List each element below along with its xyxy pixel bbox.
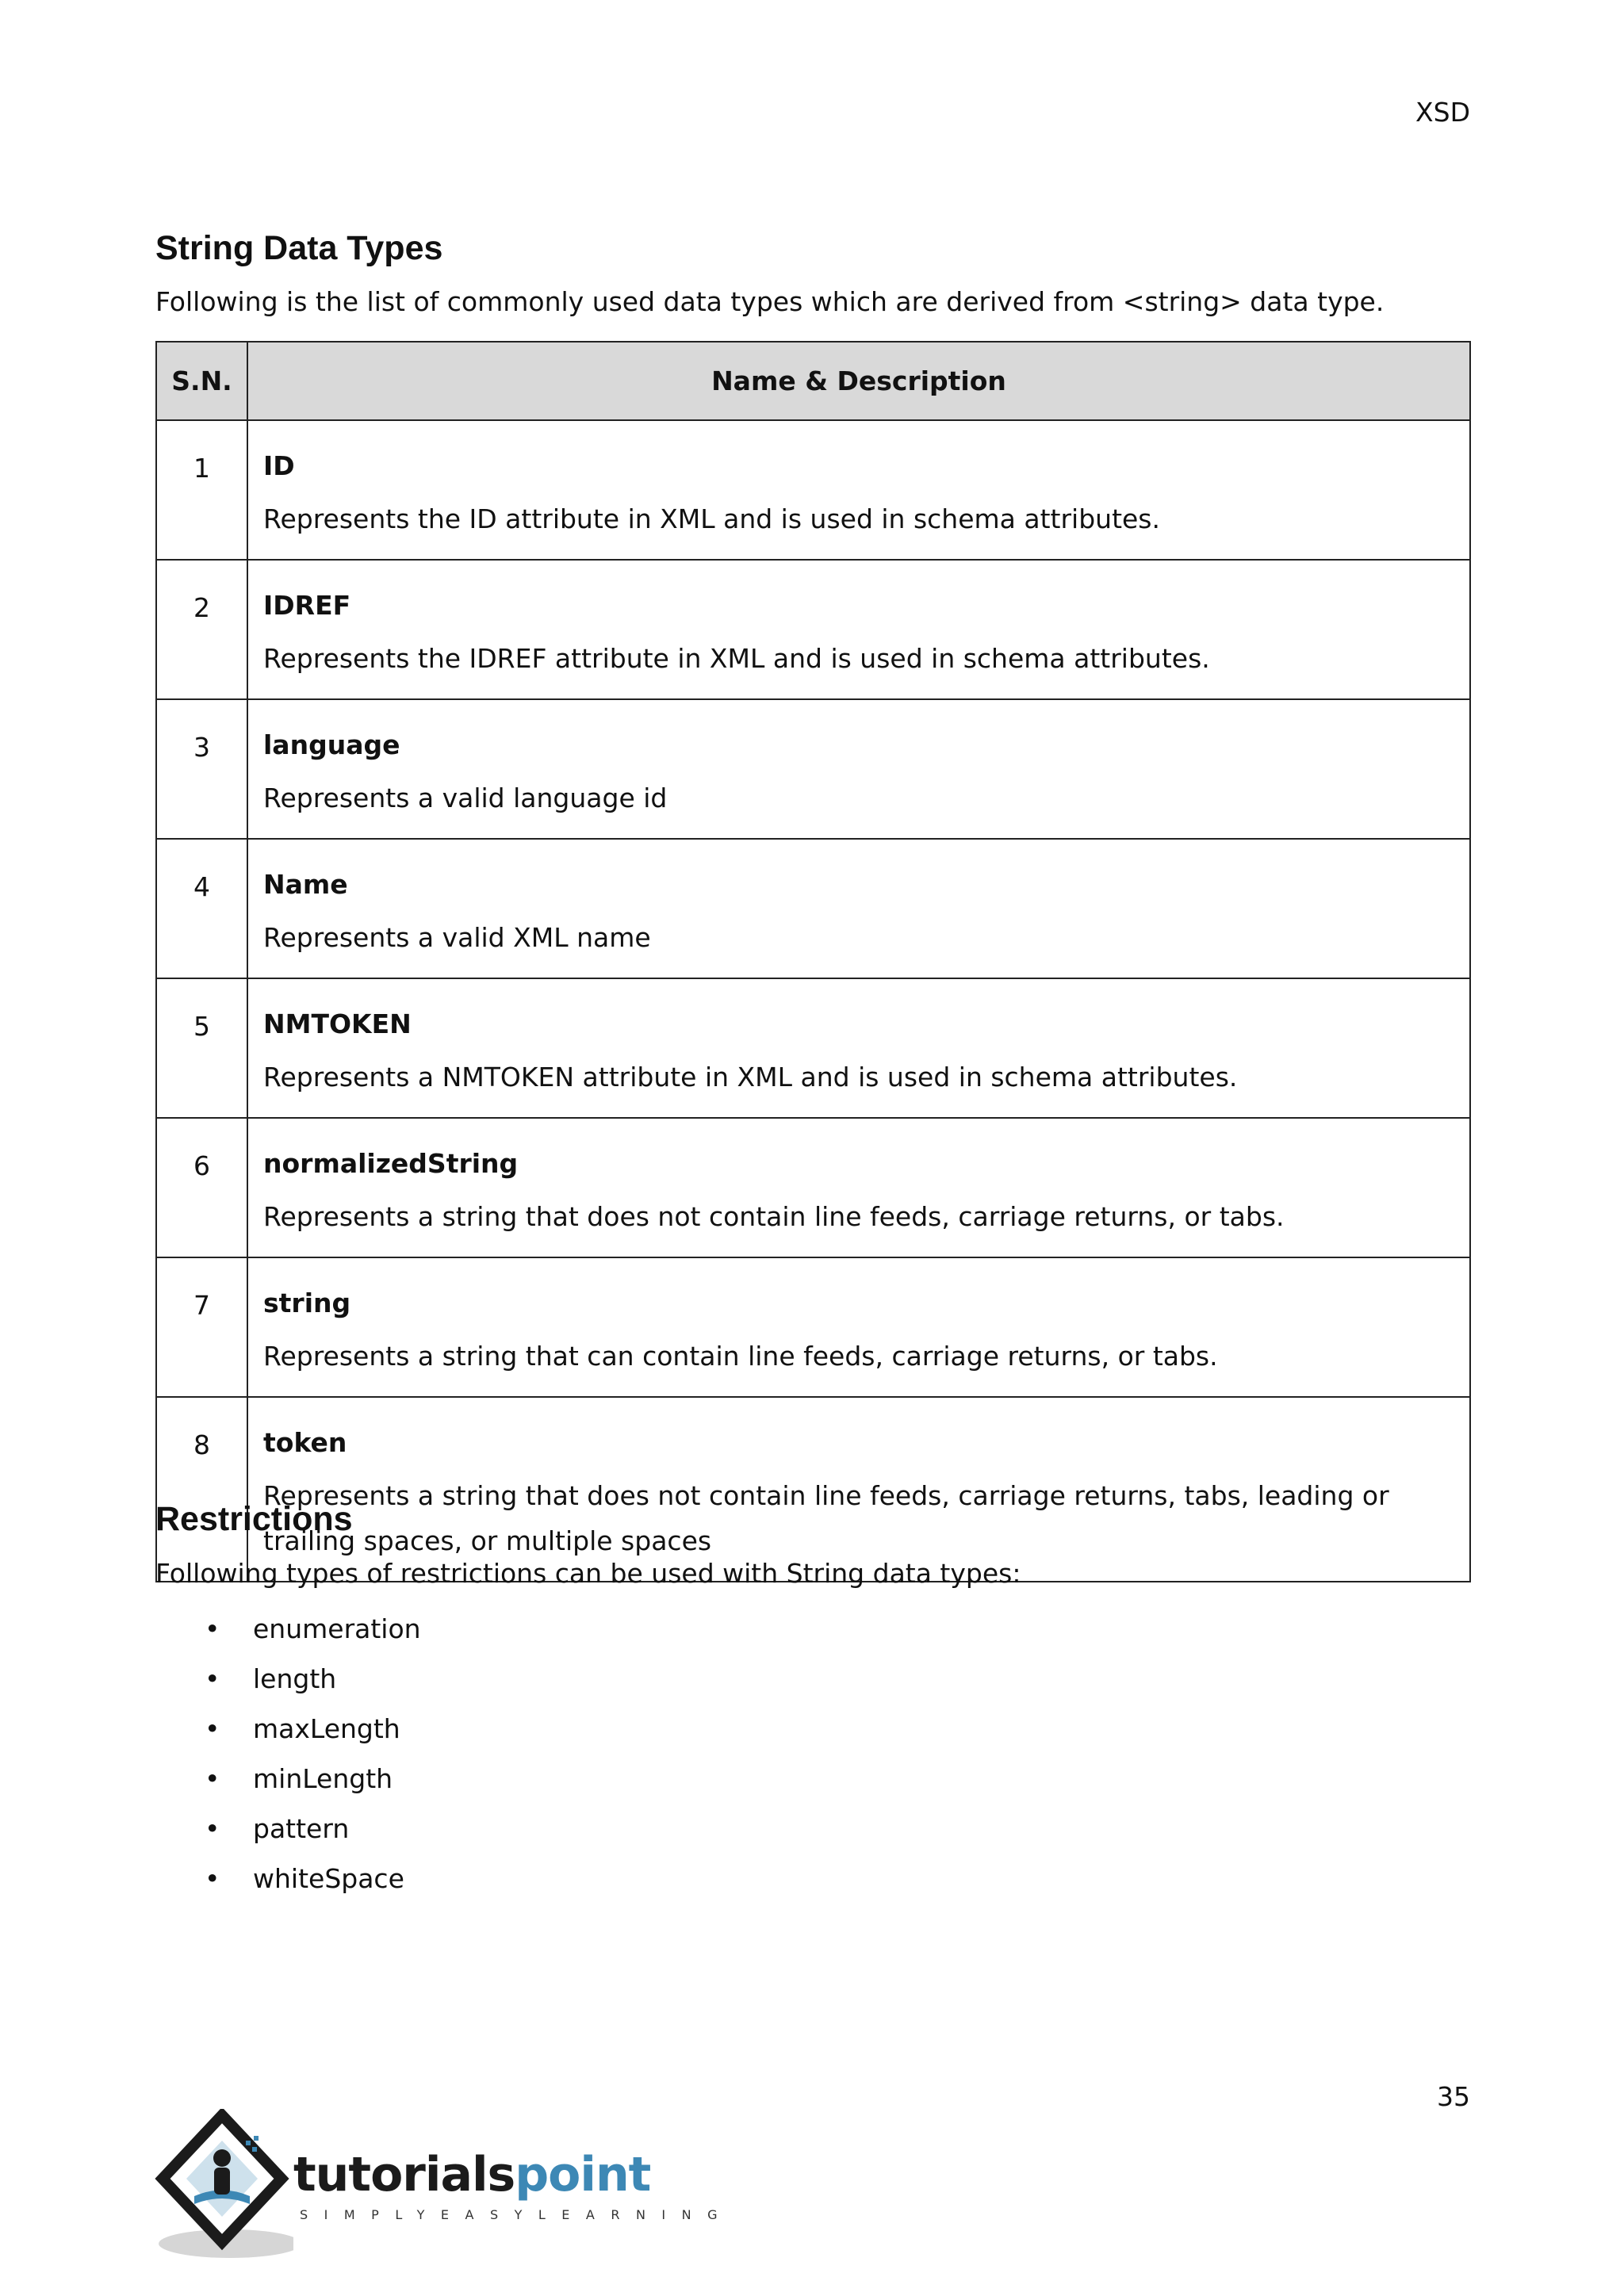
- bullet-icon: •: [205, 1763, 220, 1794]
- string-types-table: [155, 341, 1471, 1582]
- table-row: [156, 1257, 1470, 1397]
- list-item: [155, 1861, 421, 1911]
- bullet-icon: •: [205, 1813, 220, 1844]
- restriction-label: whiteSpace: [253, 1863, 404, 1894]
- row-name-description: [247, 1257, 1470, 1397]
- table-row: [156, 978, 1470, 1118]
- type-description: Represents a string that does not contain line feeds, carriage returns, tabs, leading or trailing spaces, or multiple spaces: [263, 1480, 1389, 1556]
- type-description: Represents a valid language id: [263, 783, 668, 813]
- page-number: 35: [1437, 2081, 1470, 2112]
- type-name: Name: [263, 869, 348, 900]
- table-header-row: [156, 342, 1470, 420]
- logo-tagline: SIMPLYEASYLEARNING: [300, 2207, 734, 2222]
- restriction-label: maxLength: [253, 1713, 400, 1744]
- row-serial-number: 1: [156, 420, 247, 560]
- section-intro: Following is the list of commonly used data types which are derived from <string> data type.: [155, 286, 1385, 317]
- row-name-description: [247, 699, 1470, 839]
- restriction-label: pattern: [253, 1813, 350, 1844]
- table-row: [156, 1118, 1470, 1257]
- type-name: language: [263, 729, 400, 760]
- tutorialspoint-logo: [151, 2109, 734, 2267]
- restriction-label: length: [253, 1663, 337, 1694]
- table-body: [156, 420, 1470, 1582]
- bullet-icon: •: [205, 1663, 220, 1694]
- restriction-label: minLength: [253, 1763, 393, 1794]
- table-row: [156, 420, 1470, 560]
- running-header: XSD: [1415, 97, 1470, 128]
- type-name: normalizedString: [263, 1148, 519, 1179]
- section-title-restrictions: Restrictions: [155, 1500, 353, 1538]
- column-header-name-description: Name & Description: [247, 342, 1470, 420]
- type-name: string: [263, 1288, 351, 1318]
- list-item: [155, 1711, 421, 1761]
- table-row: [156, 839, 1470, 978]
- type-description: Represents a NMTOKEN attribute in XML and is used in schema attributes.: [263, 1062, 1238, 1093]
- restrictions-list: [155, 1611, 421, 1911]
- list-item: [155, 1611, 421, 1661]
- table-row: [156, 699, 1470, 839]
- type-name: token: [263, 1427, 347, 1458]
- row-name-description: [247, 978, 1470, 1118]
- restriction-label: enumeration: [253, 1613, 421, 1644]
- row-serial-number: 4: [156, 839, 247, 978]
- type-description: Represents the ID attribute in XML and is used in schema attributes.: [263, 503, 1160, 534]
- type-description: Represents a string that does not contain line feeds, carriage returns, or tabs.: [263, 1201, 1285, 1232]
- bullet-icon: •: [205, 1863, 220, 1894]
- type-name: ID: [263, 450, 295, 481]
- row-serial-number: 8: [156, 1397, 247, 1582]
- row-name-description: [247, 420, 1470, 560]
- row-name-description: [247, 1118, 1470, 1257]
- type-name: NMTOKEN: [263, 1008, 412, 1039]
- restrictions-intro: Following types of restrictions can be used with String data types:: [155, 1558, 1021, 1589]
- row-name-description: [247, 560, 1470, 699]
- table-row: [156, 560, 1470, 699]
- list-item: [155, 1761, 421, 1811]
- bullet-icon: •: [205, 1713, 220, 1744]
- type-description: Represents the IDREF attribute in XML and is used in schema attributes.: [263, 643, 1210, 674]
- row-serial-number: 6: [156, 1118, 247, 1257]
- row-name-description: [247, 1397, 1470, 1582]
- row-serial-number: 7: [156, 1257, 247, 1397]
- list-item: [155, 1661, 421, 1711]
- section-title-string-data-types: String Data Types: [155, 229, 443, 267]
- logo-wordmark: tutorialspoint: [293, 2147, 651, 2202]
- row-serial-number: 3: [156, 699, 247, 839]
- type-description: Represents a valid XML name: [263, 922, 651, 953]
- type-description: Represents a string that can contain line feeds, carriage returns, or tabs.: [263, 1341, 1218, 1372]
- row-serial-number: 2: [156, 560, 247, 699]
- type-name: IDREF: [263, 590, 351, 621]
- logo-diamond-icon: [151, 2109, 293, 2267]
- bullet-icon: •: [205, 1613, 220, 1644]
- list-item: [155, 1811, 421, 1861]
- table-row: [156, 1397, 1470, 1582]
- row-serial-number: 5: [156, 978, 247, 1118]
- column-header-sn: S.N.: [156, 342, 247, 420]
- row-name-description: [247, 839, 1470, 978]
